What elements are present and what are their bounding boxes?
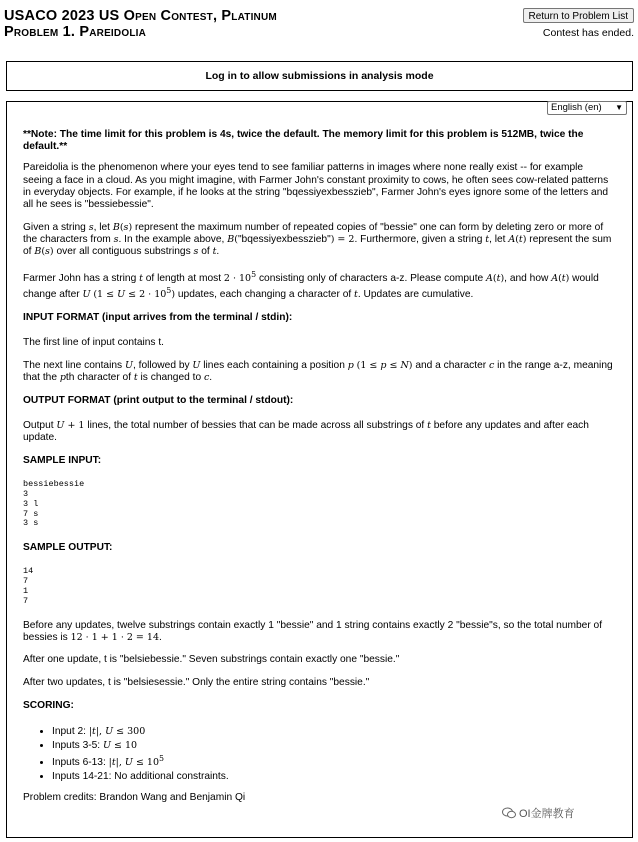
problem-credits: Problem credits: Brandon Wang and Benjamin Qi	[23, 792, 246, 804]
sample-input-heading: SAMPLE INPUT:	[23, 454, 102, 466]
scoring-item: • Input 2: |t|, U ≤ 300	[52, 725, 613, 739]
wechat-icon	[502, 807, 516, 819]
input-format-heading: INPUT FORMAT (input arrives from the terminal / stdin):	[23, 312, 293, 324]
contest-title: USACO 2023 US Open Contest, Platinum	[4, 8, 277, 24]
output-format-heading: OUTPUT FORMAT (print output to the terminal / stdout):	[23, 394, 294, 406]
return-to-problem-list-button[interactable]: Return to Problem List	[523, 8, 635, 23]
language-select-value: English (en)	[551, 102, 602, 113]
chevron-down-icon: ▼	[615, 103, 623, 112]
page-header	[4, 8, 634, 48]
watermark-text: OI金牌教育	[519, 808, 575, 820]
problem-content	[23, 129, 613, 815]
scoring-item: • Inputs 3-5: U ≤ 10	[52, 739, 613, 753]
problem-intro: Pareidolia is the phenomenon where your eyes tend to see familiar patterns in images where none really exist -- for example seeing a face in a cloud. As you might imagine, with Farmer John's constant proximity to cows, he often sees cow-related patterns in everyday objects. For example, if he looks at the string "bqessiyexbesszieb", Farmer John's eyes ignore some of the letters and all he sees is "bessiebessie".	[23, 162, 609, 211]
sample-input: bessiebessie 3 3 l 7 s 3 s	[23, 479, 85, 529]
sample-output-heading: SAMPLE OUTPUT:	[23, 542, 113, 554]
input-line-2: The next line contains U, followed by U lines each containing a position p (1 ≤ p ≤ N) and a character c in the range a-z, meaning that the pth character of t is changed to c.	[23, 359, 613, 384]
scoring-heading: SCORING:	[23, 699, 74, 711]
problem-task: Farmer John has a string t of length at most $2 \cdot 10^5$ consisting only of characters a-z. Please compute A(t), and how A(t) would change after U $(1 \le U \le 2 \cdot 10^5)$ updates, each changing a character of t. Updates are cumulative.	[23, 269, 599, 301]
scoring-item: • Inputs 14-21: No additional constraints.	[52, 770, 613, 784]
login-prompt[interactable]	[6, 61, 633, 91]
problem-title: Problem 1. Pareidolia	[4, 24, 147, 40]
sample-explanation: Before any updates, twelve substrings contain exactly 1 "bessie" and 1 string contains exactly 2 "bessie"s, so the total number of bessies is 12 · 1 + 1 · 2 = 14.	[23, 619, 603, 643]
language-select[interactable]	[547, 101, 627, 115]
contest-status: Contest has ended.	[542, 27, 634, 39]
scoring-item: • Inputs 6-13: |t|, $U \le 10^5$	[52, 752, 613, 770]
problem-statement-box	[6, 101, 633, 838]
watermark	[502, 805, 575, 821]
scoring-list	[23, 725, 613, 783]
after-two-updates: After two updates, t is "belsiesessie." Only the entire string contains "bessie."	[23, 677, 370, 689]
after-one-update: After one update, t is "belsiebessie." Seven substrings contain exactly one "bessie."	[23, 654, 400, 666]
input-line-1: The first line of input contains t.	[23, 337, 164, 349]
sample-output: 14 7 1 7	[23, 566, 34, 606]
output-description: Output U + 1 lines, the total number of bessies that can be made across all substrings of t before any updates and after each update.	[23, 420, 589, 444]
login-prompt-text[interactable]: Log in to allow submissions in analysis mode	[205, 70, 434, 82]
problem-definition: Given a string s, let B(s) represent the maximum number of repeated copies of "bessie" one can form by deleting zero or more of the characters from s. In the example above, B("bqessiyexbesszieb") = 2. Furthermore, given a string t, let A(t) represent the sum of B(s) over all contiguous substrings s of t.	[23, 221, 612, 258]
problem-note: **Note: The time limit for this problem is 4s, twice the default. The memory limit for this problem is 512MB, twice the default.**	[23, 129, 584, 153]
